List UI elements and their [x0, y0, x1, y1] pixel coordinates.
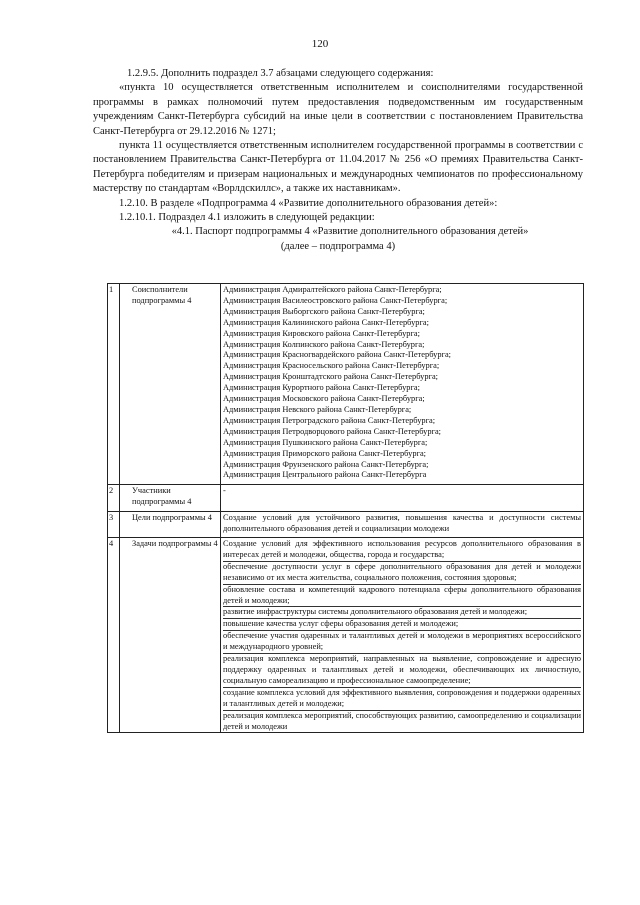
row-number: 1 [108, 284, 120, 485]
row-content [221, 538, 584, 733]
document-body [93, 67, 583, 254]
paragraph-1-2-10-1: 1.2.10.1. Подраздел 4.1 изложить в следующей редакции: [119, 212, 375, 224]
passport-table [107, 283, 584, 733]
table-row [108, 538, 584, 733]
row-label-text: Соисполнители подпрограммы 4 [132, 285, 192, 305]
row-label-text: Участники подпрограммы 4 [132, 486, 192, 507]
content-line: Администрация Приморского района Санкт-Петербурга; [223, 448, 426, 458]
row-content [221, 512, 584, 538]
paragraph-1-2-10: 1.2.10. В разделе «Подпрограмма 4 «Развитие дополнительного образования детей»: [119, 197, 498, 209]
section-title: «4.1. Паспорт подпрограммы 4 «Развитие дополнительного образования детей» [171, 226, 529, 238]
content-line: повышение качества услуг сферы образования детей и молодежи; [223, 619, 581, 631]
row-content [221, 284, 584, 485]
content-line: создание комплекса условий для эффективного выявления, сопровождения и поддержки одаренных и талантливых детей и молодежи; [223, 688, 581, 711]
content-line: Создание условий для устойчивого развития, повышения качества и доступности системы дополнительного образования детей и социализации молодежи [223, 513, 581, 534]
row-number: 3 [108, 512, 120, 538]
content-line: обеспечение участия одаренных и талантливых детей и молодежи в мероприятиях всероссийского и международного уровней; [223, 631, 581, 654]
paragraph-item-10: «пункта 10 осуществляется ответственным исполнителем и соисполнителями государственной программы в рамках полномочий путем предоставления подведомственным им государственным учреждениям Санкт-Петербурга субсидий на иные цели в соответствии с постановлением Правительства Санкт-Петербурга от 29.12.2016 № 1271; [93, 82, 583, 137]
row-label-text: Цели подпрограммы 4 [132, 513, 212, 523]
content-line: развитие инфраструктуры системы дополнительного образования детей и молодежи; [223, 607, 581, 619]
content-line: Администрация Адмиралтейского района Санкт-Петербурга; [223, 285, 442, 294]
content-line: Администрация Выборгского района Санкт-Петербурга; [223, 306, 425, 316]
content-line: Администрация Центрального района Санкт-Петербурга [223, 470, 427, 480]
content-line: Администрация Кировского района Санкт-Петербурга; [223, 328, 420, 338]
content-line: реализация комплекса мероприятий, направленных на выявление, сопровождение и адресную поддержку одаренных и талантливых детей и молодежи, обеспечивающих их личностную, социальную самореализацию и профессиональное самоопределение; [223, 654, 581, 688]
content-line: Администрация Василеостровского района Санкт-Петербурга; [223, 295, 448, 305]
row-label [120, 284, 221, 485]
row-label-text: Задачи подпрограммы 4 [132, 539, 218, 549]
content-line: Администрация Московского района Санкт-Петербурга; [223, 394, 425, 404]
content-line: реализация комплекса мероприятий, способствующих развитию, самоопределению и социализации детей и молодежи [223, 710, 581, 731]
paragraph-1-2-9-5: 1.2.9.5. Дополнить подраздел 3.7 абзацами следующего содержания: [127, 68, 434, 79]
row-label [120, 485, 221, 512]
content-line: обеспечение доступности услуг в сфере дополнительного образования для детей и молодежи независимо от их места жительства, социального положения, состояния здоровья; [223, 562, 581, 585]
table-row [108, 284, 584, 485]
table-row [108, 512, 584, 538]
row-content [221, 485, 584, 512]
content-line: Администрация Красногвардейского района Санкт-Петербурга; [223, 350, 451, 360]
table-row [108, 485, 584, 512]
content-line: Администрация Красносельского района Санкт-Петербурга; [223, 361, 440, 371]
row-label [120, 512, 221, 538]
content-line: Администрация Фрунзенского района Санкт-Петербурга; [223, 459, 429, 469]
content-line: обновление состава и компетенций кадрового потенциала сферы дополнительного образования детей и молодежи; [223, 585, 581, 608]
section-subtitle: (далее – подпрограмма 4) [280, 240, 396, 252]
row-label [120, 538, 221, 733]
paragraph-item-11: пункта 11 осуществляется ответственным исполнителем государственной программы в соответствии с постановлением Правительства Санкт-Петербурга от 11.04.2017 № 256 «О премиях Правительства Санкт-Петербурга победителям и призерам национальных и международных чемпионатов по профессиональному мастерству по стандартам «Ворлдскиллс», а также их наставникам». [93, 140, 583, 195]
row-number: 2 [108, 485, 120, 512]
content-line: Администрация Кронштадтского района Санкт-Петербурга; [223, 372, 438, 382]
row-number: 4 [108, 538, 120, 733]
content-line: Администрация Колпинского района Санкт-Петербурга; [223, 339, 425, 349]
content-line: - [223, 486, 226, 496]
content-line: Администрация Курортного района Санкт-Петербурга; [223, 383, 420, 393]
content-line: Администрация Петроградского района Санкт-Петербурга; [223, 415, 436, 425]
content-line: Администрация Невского района Санкт-Петербурга; [223, 404, 412, 414]
content-line: Создание условий для эффективного использования ресурсов дополнительного образования в интересах детей и молодежи, общества, города и государства; [223, 539, 581, 562]
content-line: Администрация Петродворцового района Санкт-Петербурга; [223, 426, 441, 436]
page-number: 120 [311, 38, 329, 50]
content-line: Администрация Пушкинского района Санкт-Петербурга; [223, 437, 428, 447]
content-line: Администрация Калининского района Санкт-Петербурга; [223, 317, 429, 327]
